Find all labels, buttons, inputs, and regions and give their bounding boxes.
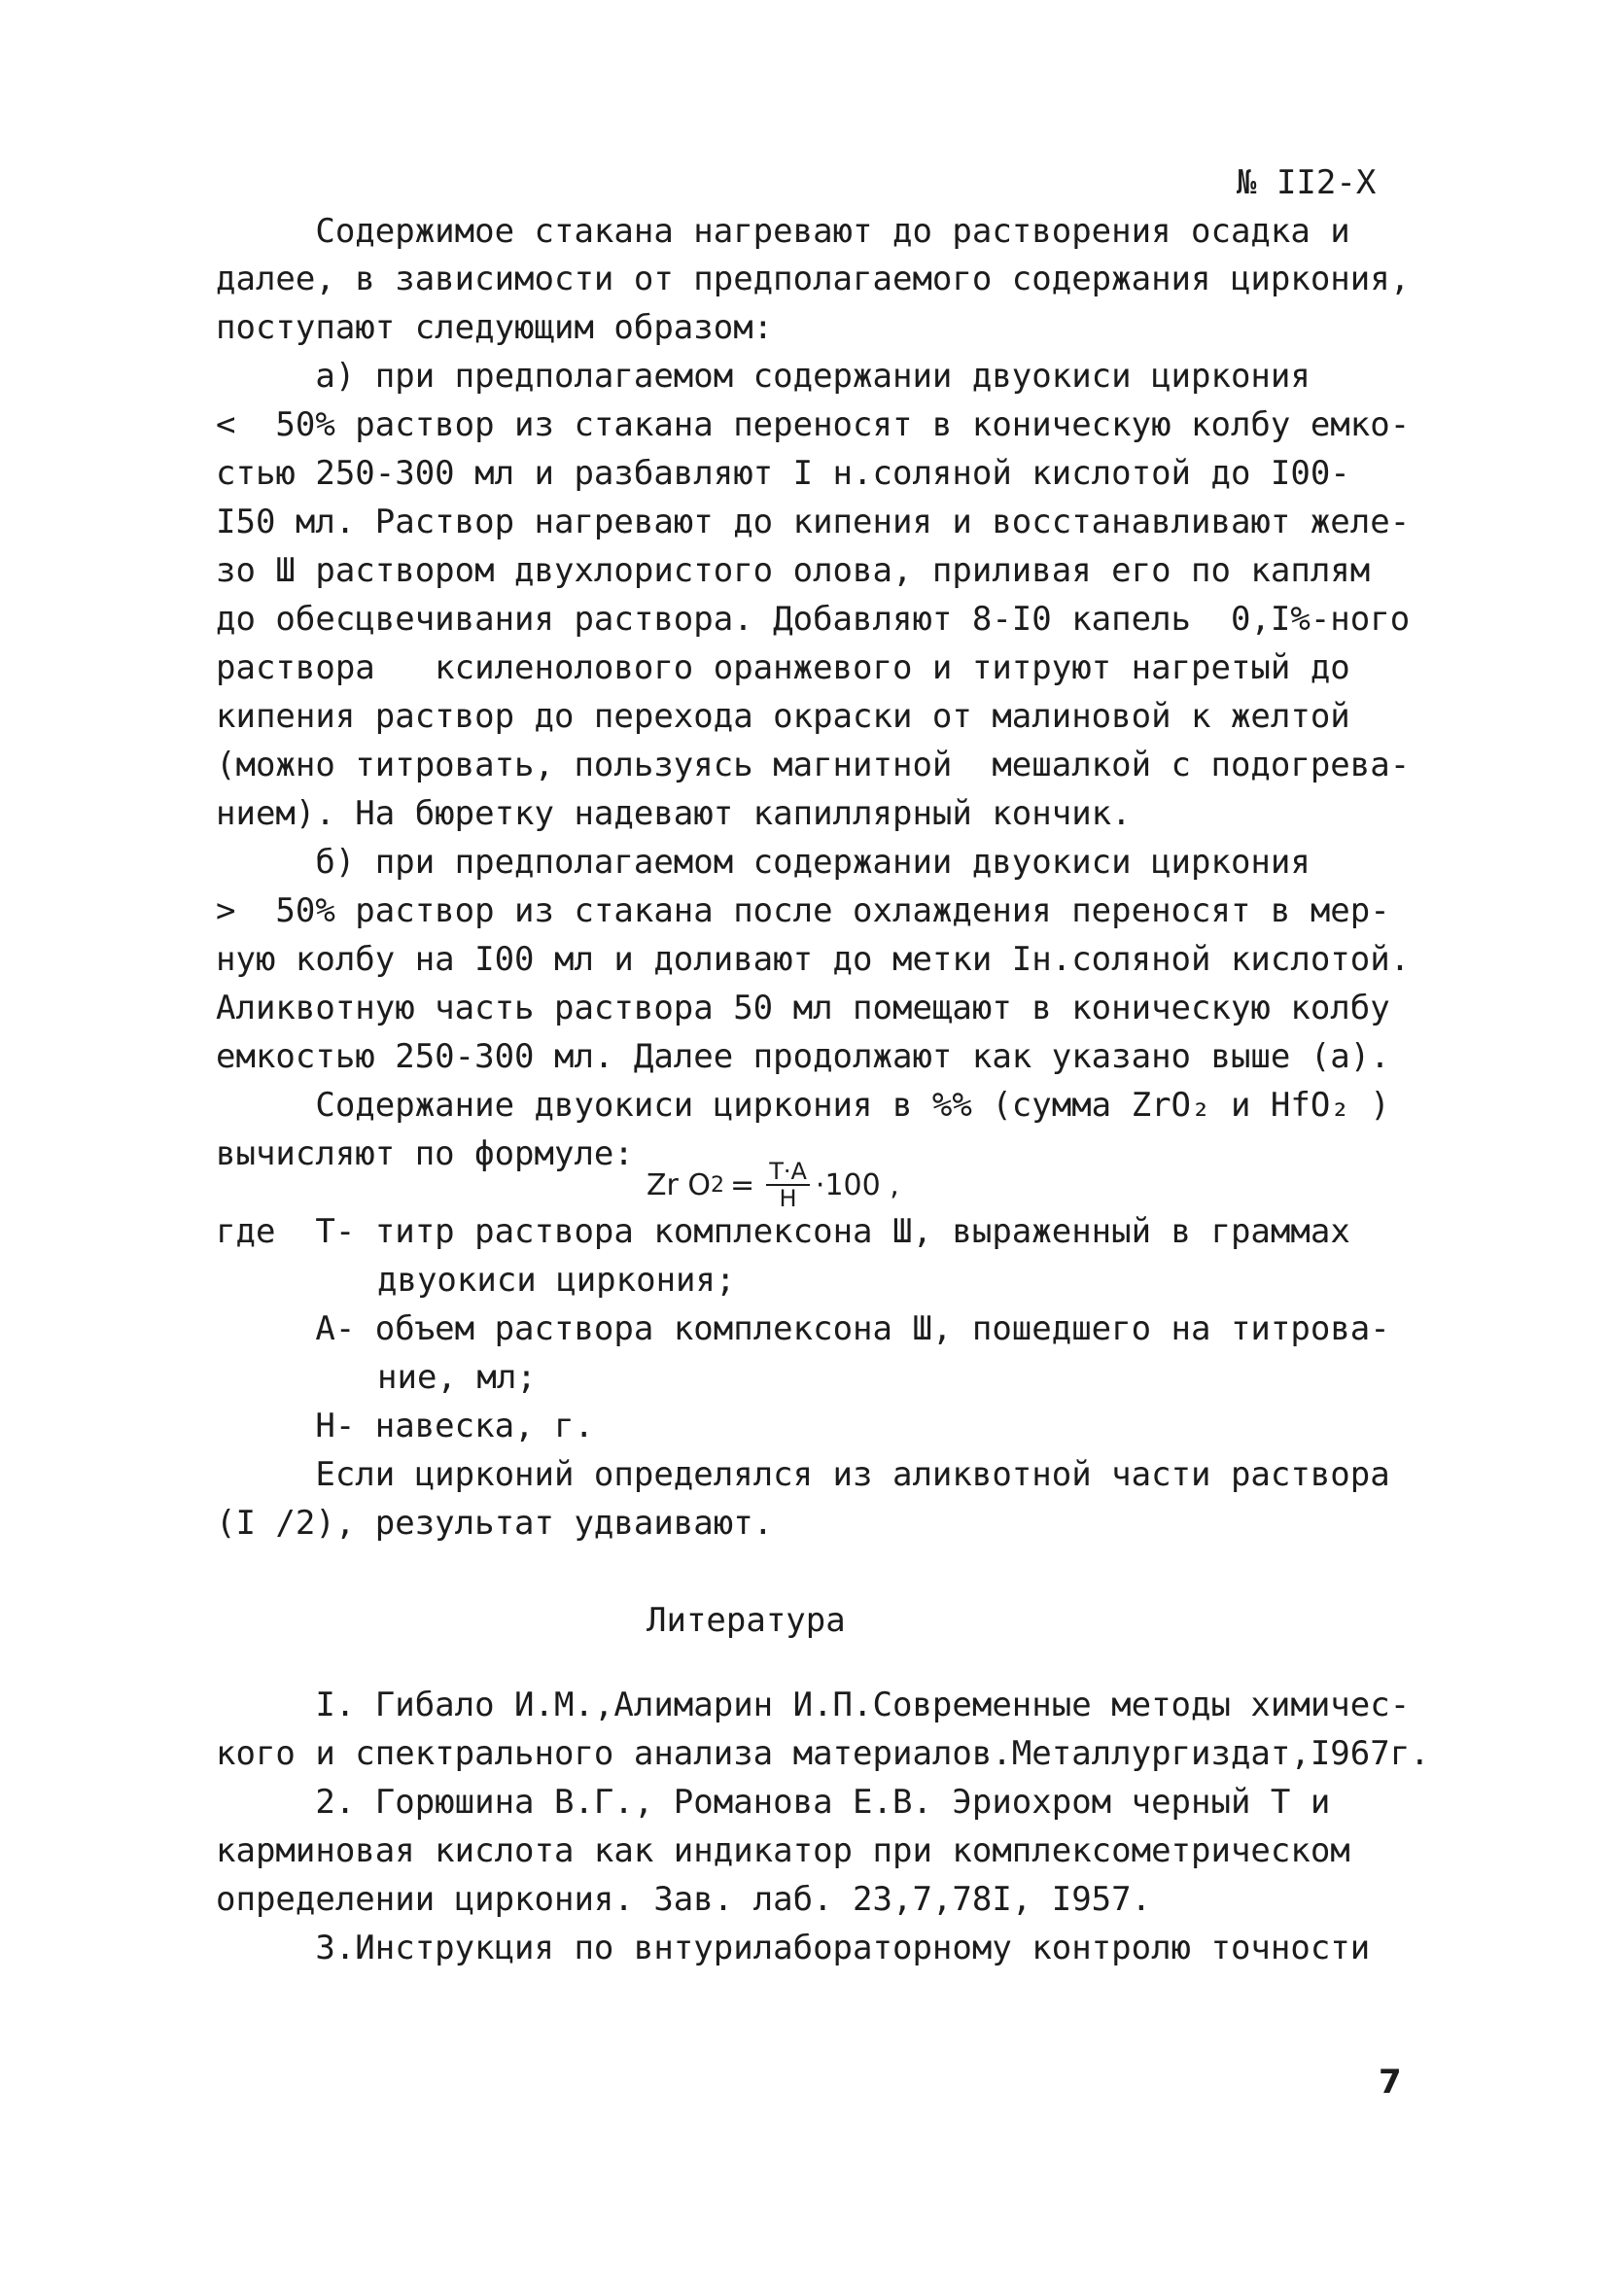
definition-line	[216, 1407, 594, 1445]
page-number: 7	[1379, 2063, 1402, 2102]
definition-lead: где Т-	[216, 1212, 356, 1251]
text-line: ную колбу на I00 мл и доливают до метки Iн.соляной кислотой.	[216, 940, 1411, 979]
text-line: вычисляют по формуле:	[216, 1134, 634, 1173]
literature-entry: карминовая кислота как индикатор при комплексометрическом	[216, 1831, 1350, 1870]
text-line: а) при предполагаемом содержании двуокиси циркония	[216, 357, 1311, 396]
formula-fraction	[766, 1159, 810, 1211]
text-line: кипения раствор до перехода окраски от малиновой к желтой	[216, 697, 1350, 736]
formula-equals: =	[730, 1167, 755, 1202]
literature-entry: кого и спектрального анализа материалов.Металлургиздат,I967г.	[216, 1734, 1430, 1773]
text-line: (можно титровать, пользуясь магнитной мешалкой с подогрева-	[216, 746, 1411, 784]
document-number: № II2-X	[1237, 163, 1377, 202]
text-line: Аликвотную часть раствора 50 мл помещают в коническую колбу	[216, 989, 1390, 1027]
literature-entry: определении циркония. Зав. лаб. 23,7,78I, I957.	[216, 1880, 1152, 1919]
text-line: Содержание двуокиси циркония в %% (сумма ZrO₂ и HfO₂ )	[216, 1086, 1390, 1125]
text-line: б) при предполагаемом содержании двуокиси циркония	[216, 843, 1311, 882]
definition-line	[216, 1309, 1390, 1348]
text-line: Если цирконий определялся из аликвотной части раствора	[216, 1455, 1390, 1494]
definition-lead: Н-	[216, 1407, 356, 1445]
literature-heading: Литература	[647, 1601, 846, 1640]
formula-lhs: Zr O	[647, 1167, 712, 1202]
literature-entry: 3.Инструкция по внтурилабораторному контролю точности	[216, 1929, 1371, 1967]
formula-rest: ·100 ,	[815, 1167, 899, 1202]
definition-text: титр раствора комплексона Ш, выраженный в граммах	[355, 1212, 1350, 1251]
literature-entry: 2. Горюшина В.Г., Романова Е.В. Эриохром черный Т и	[216, 1783, 1331, 1822]
definition-lead: А-	[216, 1309, 356, 1348]
formula-denominator: H	[779, 1185, 797, 1212]
text-line: емкостью 250-300 мл. Далее продолжают как указано выше (а).	[216, 1037, 1390, 1076]
formula-numerator: T·A	[766, 1159, 810, 1186]
formula-subscript: 2	[711, 1172, 725, 1198]
definition-line: двуокиси циркония;	[377, 1261, 736, 1300]
definition-line	[216, 1212, 1350, 1251]
text-line: > 50% раствор из стакана после охлаждения переносят в мер-	[216, 891, 1390, 930]
definition-line: ние, мл;	[377, 1358, 537, 1397]
text-line: (I /2), результат удваивают.	[216, 1504, 774, 1543]
definition-text: объем раствора комплексона Ш, пошедшего на титрова-	[355, 1309, 1390, 1348]
text-line: до обесцвечивания раствора. Добавляют 8-I0 капель 0,I%-ного	[216, 600, 1411, 639]
text-line: зо Ш раствором двухлористого олова, приливая его по каплям	[216, 551, 1371, 590]
text-line: раствора ксиленолового оранжевого и титруют нагретый до	[216, 648, 1350, 687]
zirconium-formula	[647, 1159, 899, 1211]
definition-text: навеска, г.	[355, 1407, 594, 1445]
text-line: нием). На бюретку надевают капиллярный кончик.	[216, 794, 1132, 833]
text-line: стью 250-300 мл и разбавляют I н.соляной кислотой до I00-	[216, 454, 1350, 493]
text-line: поступают следующим образом:	[216, 308, 774, 347]
text-line: далее, в зависимости от предполагаемого содержания циркония,	[216, 260, 1411, 298]
text-line: < 50% раствор из стакана переносят в коническую колбу емко-	[216, 405, 1411, 444]
text-line: I50 мл. Раствор нагревают до кипения и восстанавливают желе-	[216, 503, 1411, 541]
literature-entry: I. Гибало И.М.,Алимарин И.П.Современные методы химичес-	[216, 1686, 1411, 1724]
text-line: Содержимое стакана нагревают до растворения осадка и	[216, 212, 1350, 251]
